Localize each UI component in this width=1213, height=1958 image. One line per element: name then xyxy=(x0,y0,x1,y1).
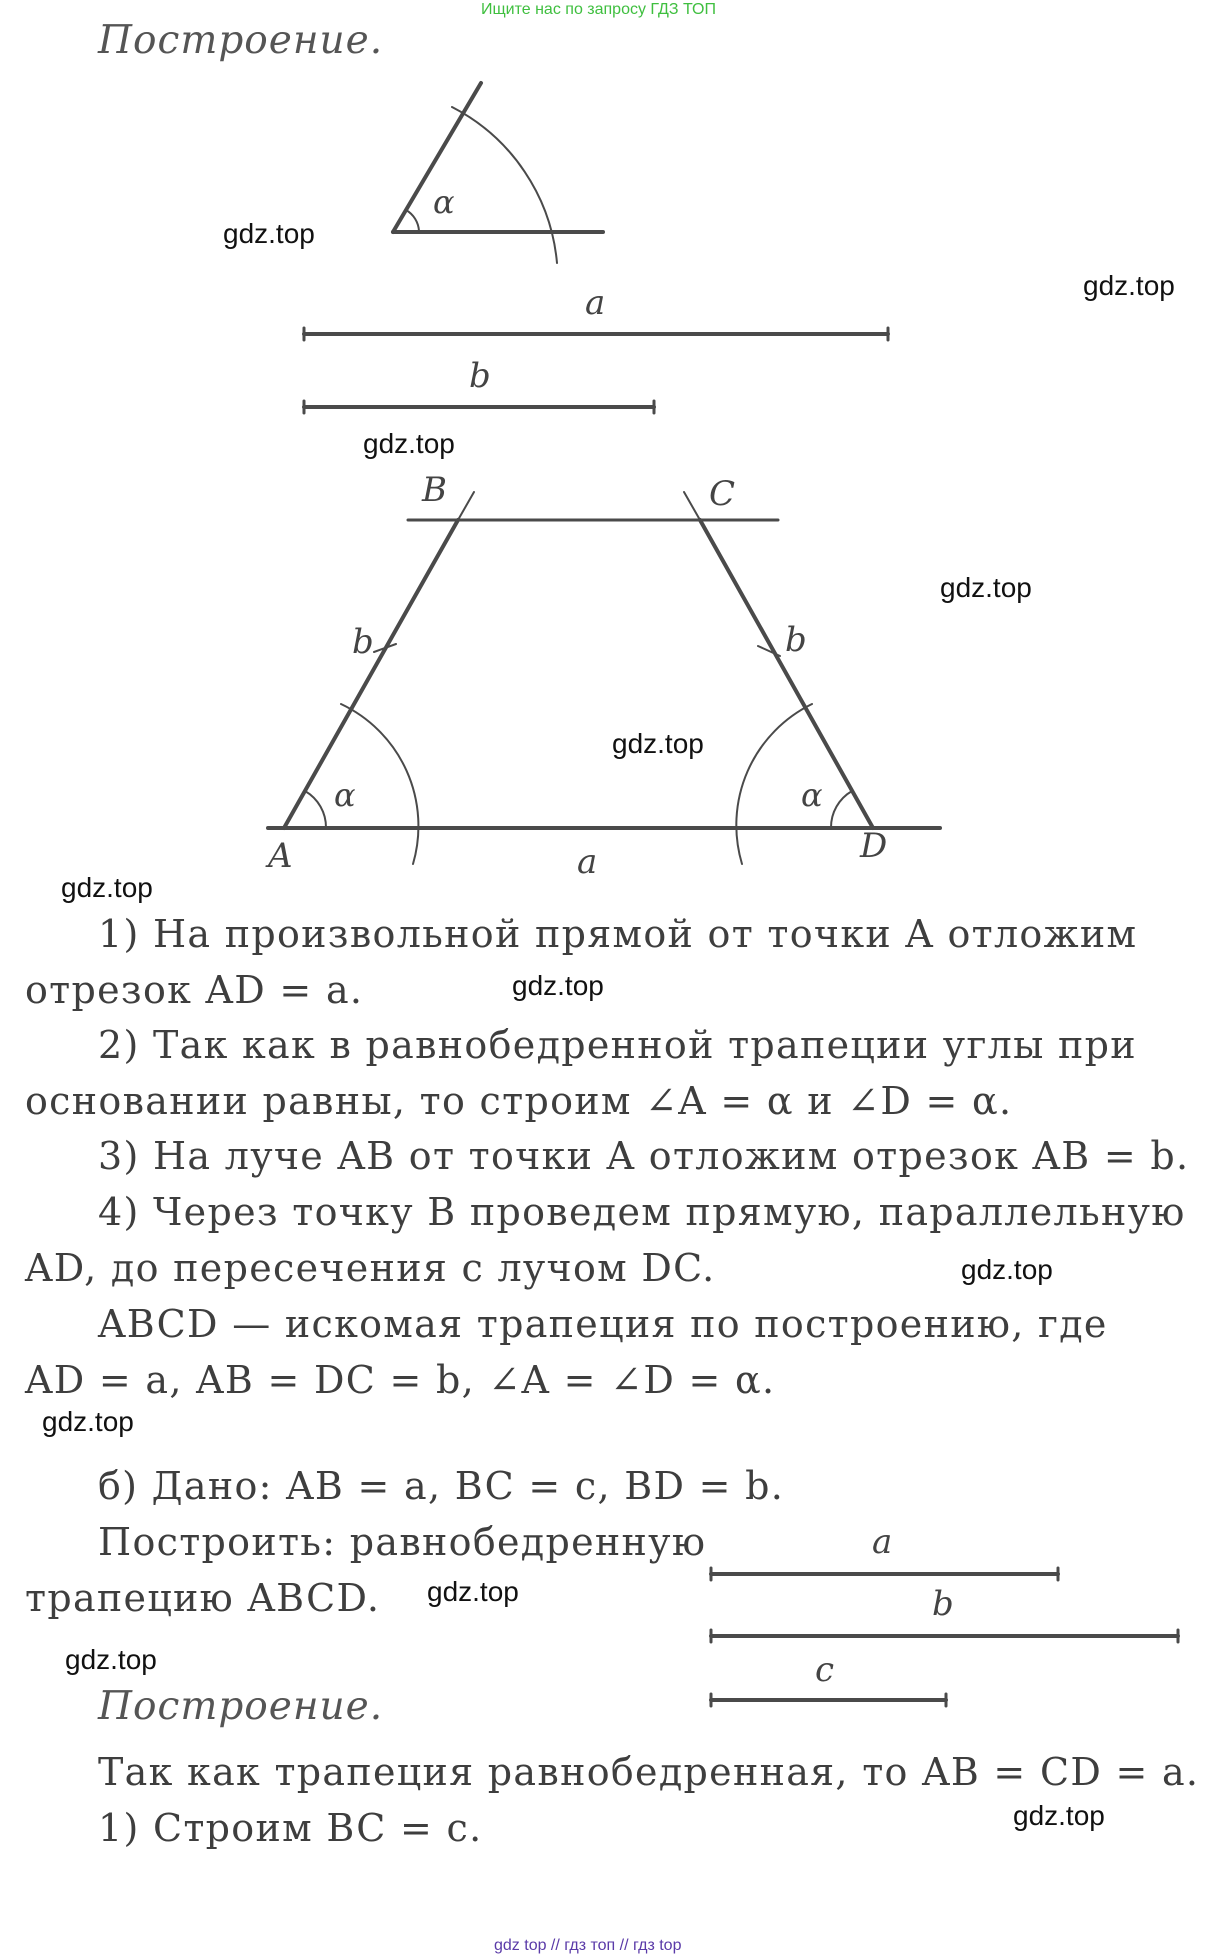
segment-b xyxy=(304,401,654,413)
conclusion-line-2: AD = a, AB = DC = b, ∠A = ∠D = α. xyxy=(25,1358,776,1402)
segment-c-2 xyxy=(711,1694,946,1706)
watermark: gdz.top xyxy=(1013,1800,1105,1831)
step-4-line-1: 4) Через точку B проведем прямую, параллельную xyxy=(98,1190,1186,1234)
step-4-line-2: AD, до пересечения с лучом DC. xyxy=(25,1246,716,1290)
conclusion-line-1: ABCD — искомая трапеция по построению, где xyxy=(98,1302,1108,1346)
watermark: gdz.top xyxy=(65,1644,157,1675)
segment-a-2-label: a xyxy=(872,1522,893,1562)
vertex-A-label: A xyxy=(268,836,293,876)
watermark: gdz.top xyxy=(427,1576,519,1607)
part-b-given: б) Дано: AB = a, BC = c, BD = b. xyxy=(98,1464,785,1508)
angle-A-label: α xyxy=(334,776,356,814)
segment-c-2-label: c xyxy=(815,1650,835,1690)
search-banner: Ищите нас по запросу ГДЗ ТОП xyxy=(481,1,716,18)
watermark: gdz.top xyxy=(61,872,153,903)
watermark: gdz.top xyxy=(612,728,704,759)
trapezoid-figure xyxy=(268,492,940,864)
watermark: gdz.top xyxy=(363,428,455,459)
watermark: gdz.top xyxy=(223,218,315,249)
step-3-line-1: 3) На луче AB от точки A отложим отрезок AB = b. xyxy=(98,1134,1190,1178)
step-1-line-1: 1) На произвольной прямой от точки A отложим xyxy=(98,912,1138,956)
segment-b-2 xyxy=(711,1630,1178,1642)
segment-b-label: b xyxy=(469,356,491,396)
watermark: gdz.top xyxy=(42,1406,134,1437)
step-1-line-2: отрезок AD = a. xyxy=(25,968,364,1012)
watermark: gdz.top xyxy=(961,1254,1053,1285)
footer-links: gdz top // гдз топ // гдз top xyxy=(494,1937,682,1954)
part-b-step-intro: Так как трапеция равнобедренная, то AB = CD = a. xyxy=(98,1750,1200,1794)
angle-alpha-figure xyxy=(393,83,603,263)
part-b-step-1: 1) Строим BC = c. xyxy=(98,1806,483,1850)
vertex-C-label: C xyxy=(709,474,736,514)
vertex-B-label: B xyxy=(422,470,447,510)
segment-a xyxy=(304,328,888,340)
side-DC-label: b xyxy=(785,620,807,660)
part-b-task-line-2: трапецию ABCD. xyxy=(25,1576,381,1620)
construction-heading: Построение. xyxy=(98,18,384,63)
construction-heading-2: Построение. xyxy=(98,1684,384,1729)
angle-alpha-label: α xyxy=(433,183,455,221)
side-AB-label: b xyxy=(352,622,374,662)
watermark: gdz.top xyxy=(1083,270,1175,301)
watermark: gdz.top xyxy=(940,572,1032,603)
base-AD-label: a xyxy=(577,842,598,882)
angle-D-label: α xyxy=(801,776,823,814)
step-2-line-2: основании равны, то строим ∠A = α и ∠D = α. xyxy=(25,1079,1013,1123)
watermark: gdz.top xyxy=(512,970,604,1001)
vertex-D-label: D xyxy=(860,826,888,866)
segment-a-2 xyxy=(711,1568,1058,1580)
segment-a-label: a xyxy=(585,283,606,323)
segment-b-2-label: b xyxy=(932,1584,954,1624)
part-b-task-line-1: Построить: равнобедренную xyxy=(98,1520,707,1564)
step-2-line-1: 2) Так как в равнобедренной трапеции углы при xyxy=(98,1023,1137,1067)
